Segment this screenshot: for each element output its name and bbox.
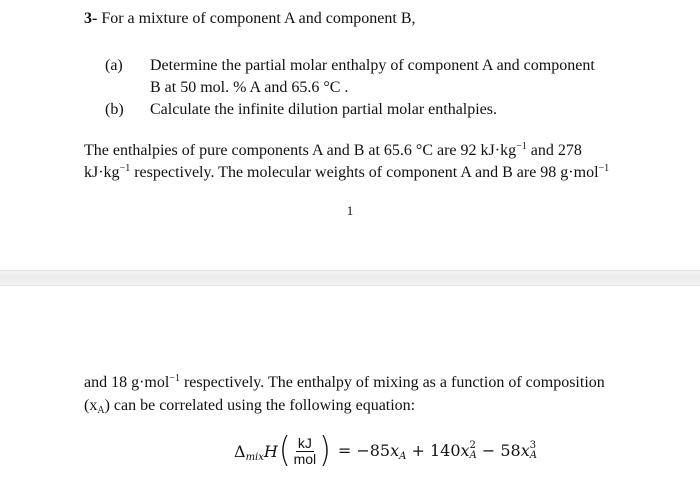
equation-rhs: [338, 441, 537, 462]
p2-l2-sub: A: [97, 405, 105, 416]
rhs-x3-sub: A: [529, 450, 537, 462]
p1-l1-text-a: The enthalpies of pure components A and B at 65.6 °C are 92 kJ·kg: [84, 142, 517, 159]
mixing-enthalpy-equation: [234, 430, 537, 472]
part-b-line1: Calculate the infinite dilution partial molar enthalpies.: [150, 101, 498, 118]
p2-l1-text-a: and 18 g·mol: [84, 374, 170, 391]
p2-l1-text-b: respectively. The enthalpy of mixing as a function of composition: [179, 374, 605, 391]
p2-l2-text-a: (x: [84, 397, 98, 414]
unit-numerator: kJ: [297, 434, 312, 451]
rhs-x2: x: [460, 440, 470, 460]
rhs-x3-scripts: [530, 441, 537, 461]
rhs-x2-sub: A: [469, 450, 477, 462]
p1-l2-text-a: kJ·kg: [84, 164, 120, 181]
lhs-subscript: mix: [245, 451, 264, 463]
rhs-x2-sup: 2: [469, 440, 476, 452]
lhs-variable: H: [263, 441, 278, 461]
paragraph1-line2: [84, 163, 609, 183]
equation-lhs: [234, 442, 278, 461]
paragraph1-line1: [84, 141, 582, 161]
rhs-x1-sub: A: [399, 450, 407, 462]
unit-fraction: [292, 436, 319, 467]
part-a-label: (a): [105, 57, 123, 74]
part-a-line2: B at 50 mol. % A and 65.6 °C .: [150, 79, 349, 96]
page-separator: [0, 270, 700, 286]
rhs-x3-sup: 3: [529, 440, 537, 452]
p2-l2-text-b: ) can be correlated using the following equation:: [104, 397, 416, 414]
question-title-text: For a mixture of component A and component B,: [101, 10, 416, 27]
unit-denominator: mol: [293, 450, 317, 467]
rhs-term2: + 140: [406, 440, 461, 460]
p1-l1-text-b: and 278: [526, 142, 582, 159]
right-paren: ): [319, 430, 331, 471]
paragraph2-line2: [84, 396, 415, 416]
rhs-term1: = −85: [337, 440, 391, 460]
p1-l2-sup1: −1: [119, 163, 131, 174]
p1-l2-text-b: respectively. The molecular weights of component A and B are 98 g·mol: [130, 164, 599, 181]
left-paren: (: [278, 430, 291, 471]
rhs-x1: x: [390, 440, 400, 460]
paragraph2-line1: [84, 373, 605, 393]
p1-l2-sup2: −1: [598, 163, 610, 174]
p1-l1-sup: −1: [516, 141, 527, 152]
delta-symbol: Δ: [234, 441, 246, 461]
question-number: 3-: [84, 10, 98, 27]
rhs-x2-scripts: [470, 441, 477, 461]
question-title: [84, 9, 416, 29]
rhs-x3: x: [520, 440, 530, 460]
part-a-line1: Determine the partial molar enthalpy of component A and component: [150, 57, 595, 74]
p2-l1-sup: −1: [169, 373, 180, 384]
rhs-term3: − 58: [476, 440, 521, 460]
page-number: 1: [346, 203, 354, 218]
part-b-label: (b): [105, 101, 124, 118]
